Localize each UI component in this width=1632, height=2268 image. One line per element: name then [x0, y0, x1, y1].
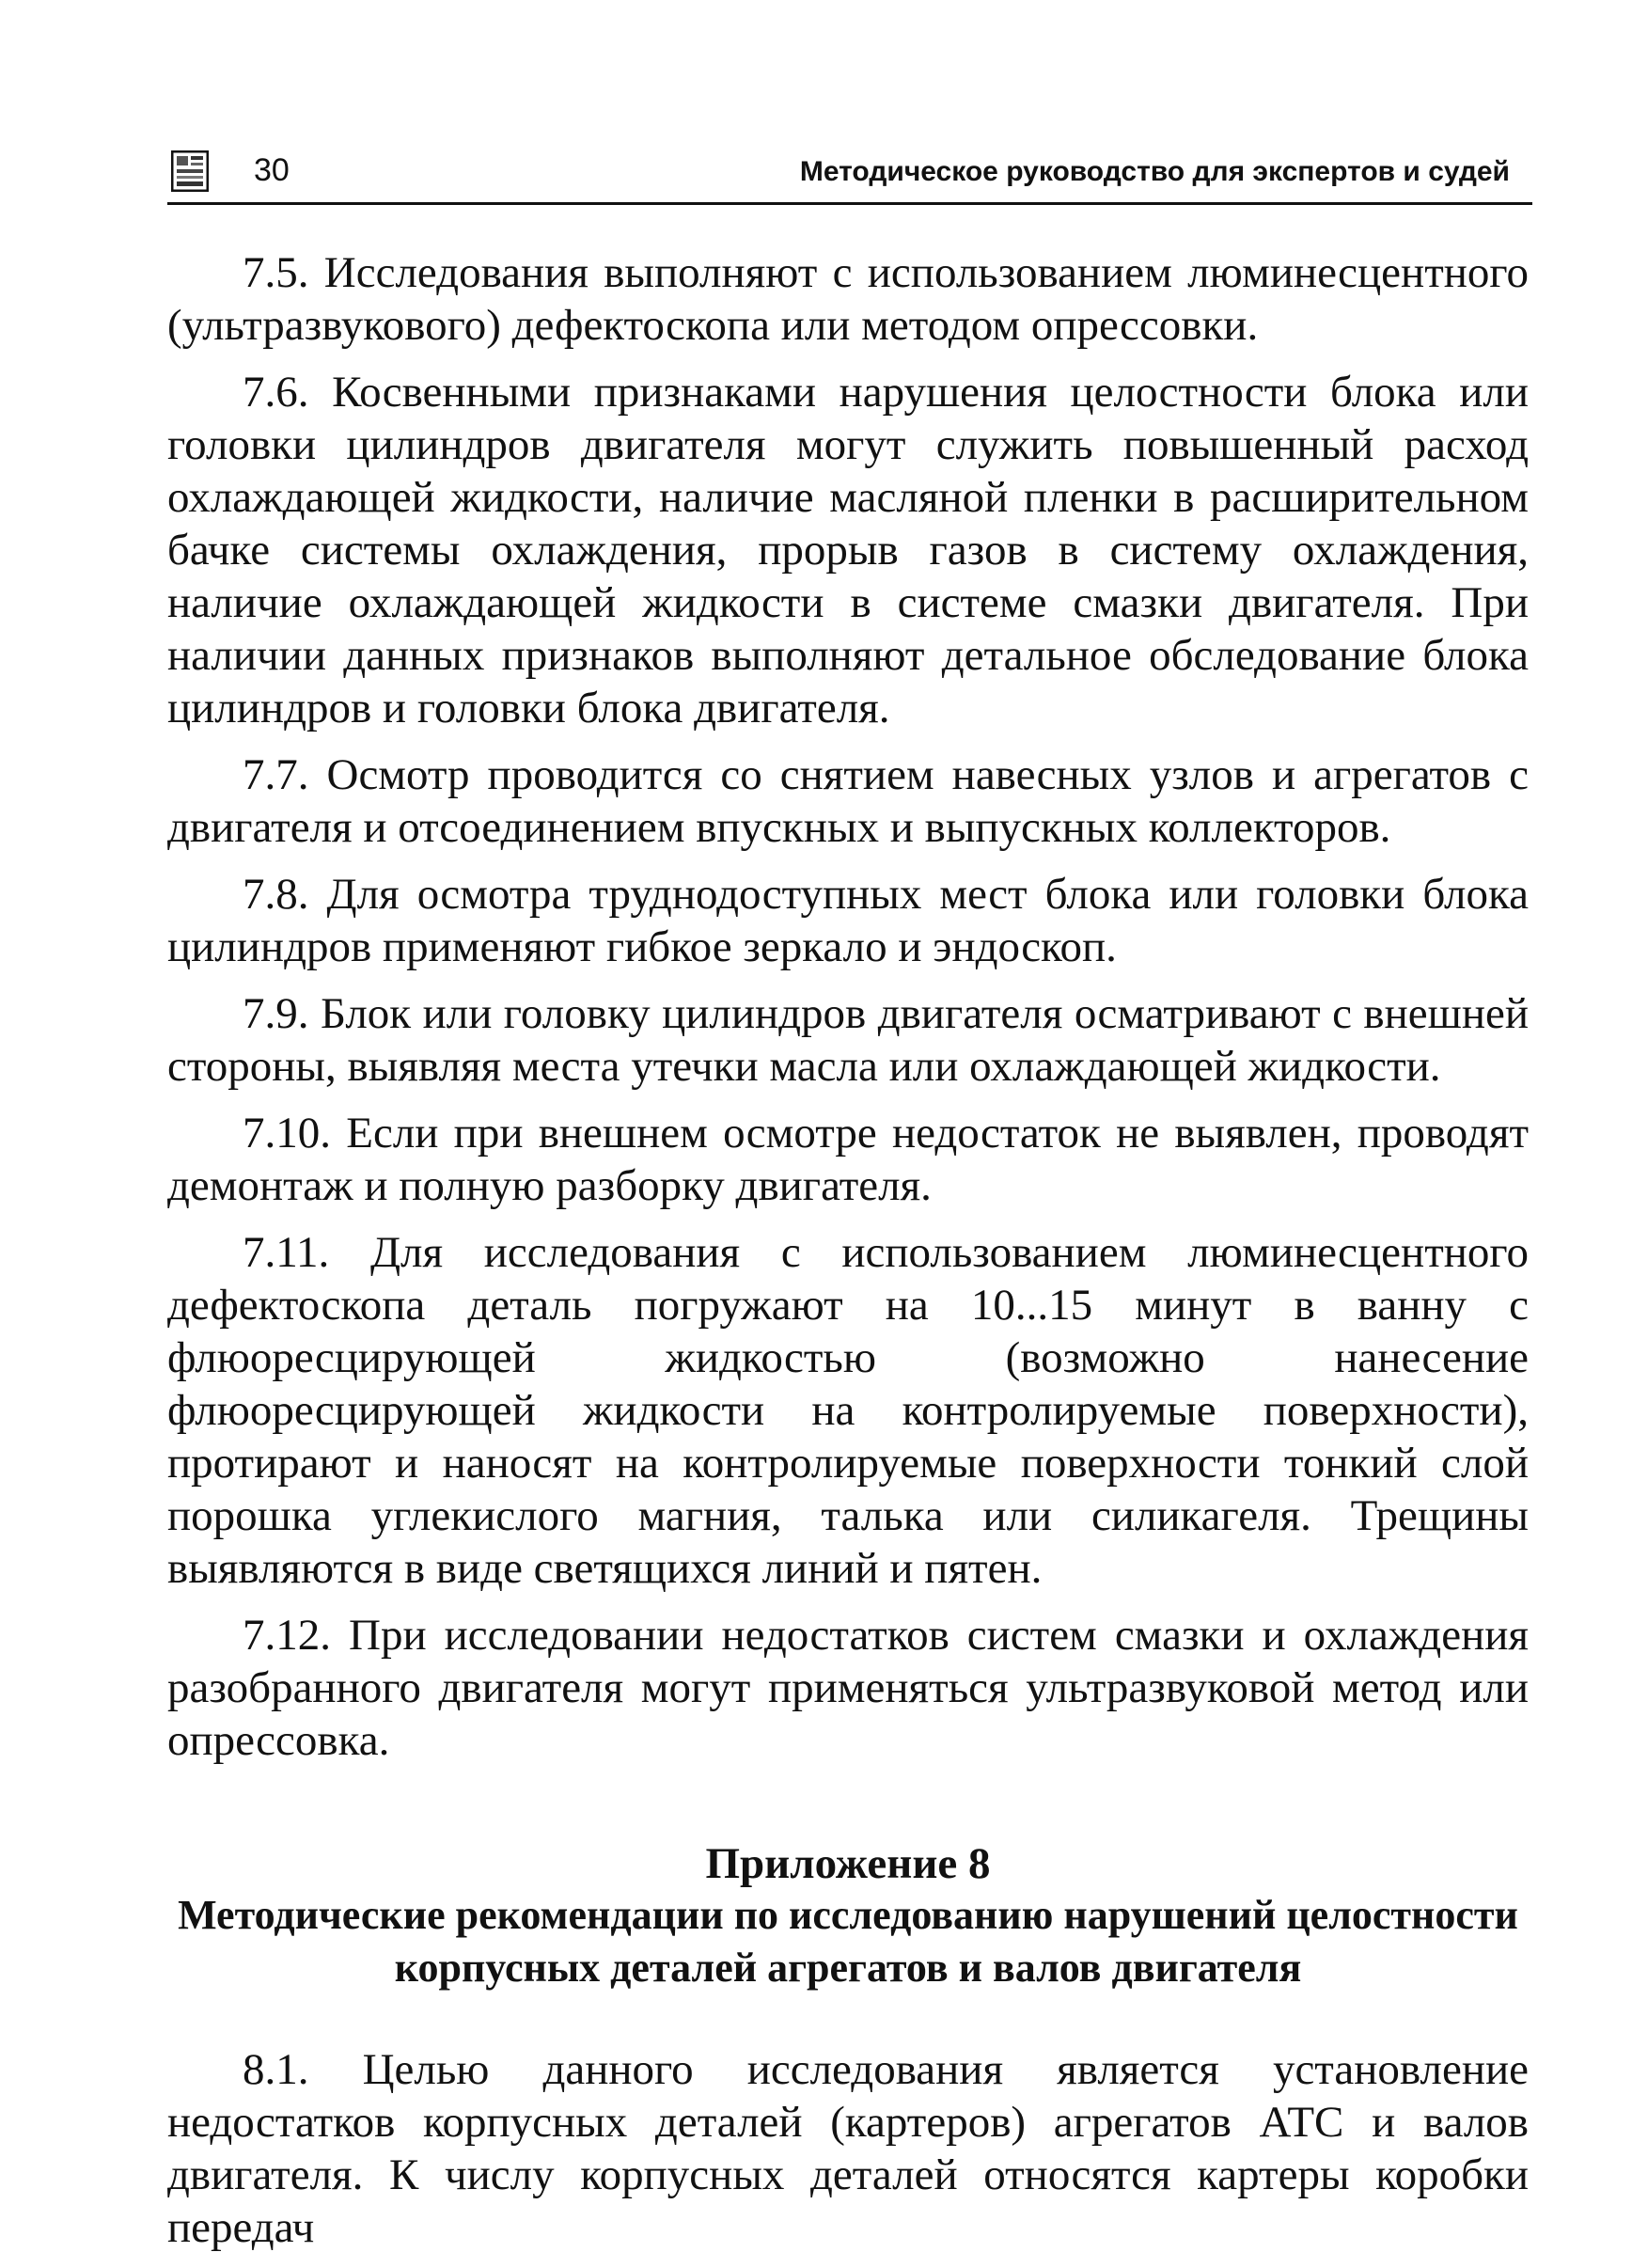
paragraph-7-10: 7.10. Если при внешнем осмотре недостаток не выявлен, проводят демонтаж и полную разборку двигателя. [167, 1109, 1529, 1210]
header-divider [167, 202, 1532, 205]
page-header [167, 149, 1529, 203]
running-title: Методическое руководство для экспертов и судей [799, 156, 1510, 187]
paragraph-7-6: 7.6. Косвенными признаками нарушения целостности блока или головки цилиндров двигателя могут служить повышенный расход охлаждающей жидкости, наличие масляной пленки в расширительном бачке системы охлаждения, прорыв газов в систему охлаждения, наличие охлаждающей жидкости в системе смазки двигателя. При наличии данных признаков выполняют детальное обследование блока цилиндров и головки блока двигателя. [167, 368, 1529, 732]
paragraph-7-9: 7.9. Блок или головку цилиндров двигателя осматривают с внешней стороны, выявляя места утечки масла или охлаждающей жидкости. [167, 989, 1529, 1091]
paragraph-7-12: 7.12. При исследовании недостатков систем смазки и охлаждения разобранного двигателя могут применяться ультразвуковой метод или опрессовка. [167, 1611, 1529, 1765]
page-body [167, 246, 1529, 2268]
appendix-heading [167, 1838, 1529, 1994]
book-icon [171, 150, 209, 192]
appendix-number: Приложение 8 [705, 1839, 991, 1888]
appendix-title: Методические рекомендации по исследованию нарушений целостности корпусных деталей агрегатов и валов двигателя [178, 1892, 1518, 1991]
paragraph-7-5: 7.5. Исследования выполняют с использованием люминесцентного (ультразвукового) дефектоскопа или методом опрессовки. [167, 248, 1529, 350]
paragraph-8-1: 8.1. Целью данного исследования является установление недостатков корпусных деталей (картеров) агрегатов АТС и валов двигателя. К числу корпусных деталей относятся картеры коробки передач [167, 2045, 1529, 2252]
paragraph-7-11: 7.11. Для исследования с использованием люминесцентного дефектоскопа деталь погружают на 10...15 минут в ванну с флюоресцирующей жидкостью (возможно нанесение флюоресцирующей жидкости на контролируемые поверхности), протирают и наносят на контролируемые поверхности тонкий слой порошка углекислого магния, талька или силикагеля. Трещины выявляются в виде светящихся линий и пятен. [167, 1228, 1529, 1593]
page-number: 30 [254, 152, 290, 188]
paragraph-7-7: 7.7. Осмотр проводится со снятием навесных узлов и агрегатов с двигателя и отсоединением впускных и выпускных коллекторов. [167, 750, 1529, 852]
paragraph-7-8: 7.8. Для осмотра труднодоступных мест блока или головки блока цилиндров применяют гибкое зеркало и эндоскоп. [167, 870, 1529, 971]
